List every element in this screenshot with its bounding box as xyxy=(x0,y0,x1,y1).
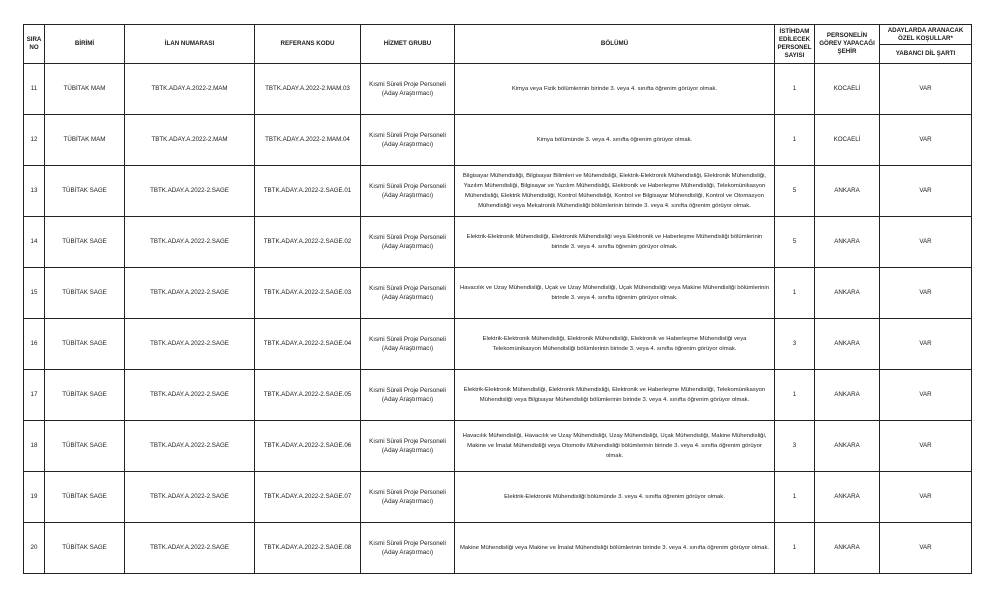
row-number: 12 xyxy=(24,115,45,166)
reference-code-cell: TBTK.ADAY.A.2022-2.SAGE.06 xyxy=(255,421,361,472)
service-group-cell: Kısmi Süreli Proje Personeli (Aday Araştırmacı) xyxy=(361,217,455,268)
service-group-cell: Kısmi Süreli Proje Personeli (Aday Araştırmacı) xyxy=(361,523,455,574)
header-sehir: PERSONELİN GÖREV YAPACAĞI ŞEHİR xyxy=(815,25,880,64)
unit-cell: TÜBİTAK SAGE xyxy=(45,370,125,421)
department-cell: Kimya bölümünde 3. veya 4. sınıfta öğrenim görüyor olmak. xyxy=(455,115,775,166)
reference-code-cell: TBTK.ADAY.A.2022-2.SAGE.03 xyxy=(255,268,361,319)
table-row xyxy=(24,217,972,268)
table-row xyxy=(24,421,972,472)
header-birimi: BİRİMİ xyxy=(45,25,125,64)
language-requirement-cell: VAR xyxy=(880,166,972,217)
language-requirement-cell: VAR xyxy=(880,217,972,268)
announcement-number-cell: TBTK.ADAY.A.2022-2.SAGE xyxy=(125,370,255,421)
announcement-number-cell: TBTK.ADAY.A.2022-2.SAGE xyxy=(125,268,255,319)
service-group-cell: Kısmi Süreli Proje Personeli (Aday Araştırmacı) xyxy=(361,421,455,472)
table-row xyxy=(24,268,972,319)
personnel-count-cell: 1 xyxy=(775,64,815,115)
personnel-count-cell: 5 xyxy=(775,166,815,217)
announcement-number-cell: TBTK.ADAY.A.2022-2.SAGE xyxy=(125,166,255,217)
reference-code-cell: TBTK.ADAY.A.2022-2.SAGE.01 xyxy=(255,166,361,217)
department-cell: Havacılık Mühendisliği, Havacılık ve Uzay Mühendisliği, Uzay Mühendisliği, Uçak Mühendisliği, Makine Mühendisliği, Makine ve İmalat Mühendisliği veya Otomotiv Mühendisliği bölümlerinin birinde 3. veya 4. sınıfta öğrenim görüyor olmak. xyxy=(455,421,775,472)
table-row xyxy=(24,370,972,421)
unit-cell: TÜBİTAK SAGE xyxy=(45,421,125,472)
personnel-count-cell: 3 xyxy=(775,421,815,472)
unit-cell: TÜBİTAK SAGE xyxy=(45,166,125,217)
announcement-number-cell: TBTK.ADAY.A.2022-2.SAGE xyxy=(125,319,255,370)
table-row xyxy=(24,472,972,523)
department-cell: Elektrik-Elektronik Mühendisliği bölümünde 3. veya 4. sınıfta öğrenim görüyor olmak. xyxy=(455,472,775,523)
language-requirement-cell: VAR xyxy=(880,472,972,523)
reference-code-cell: TBTK.ADAY.A.2022-2.SAGE.04 xyxy=(255,319,361,370)
unit-cell: TÜBİTAK SAGE xyxy=(45,523,125,574)
unit-cell: TÜBİTAK MAM xyxy=(45,115,125,166)
announcement-number-cell: TBTK.ADAY.A.2022-2.SAGE xyxy=(125,472,255,523)
department-cell: Kimya veya Fizik bölümlerinin birinde 3. veya 4. sınıfta öğrenim görüyor olmak. xyxy=(455,64,775,115)
city-cell: ANKARA xyxy=(815,268,880,319)
department-cell: Makine Mühendisliği veya Makine ve İmalat Mühendisliği bölümlerinin birinde 3. veya 4. sınıfta öğrenim görüyor olmak. xyxy=(455,523,775,574)
language-requirement-cell: VAR xyxy=(880,319,972,370)
table-row xyxy=(24,166,972,217)
header-hizmet-grubu: HİZMET GRUBU xyxy=(361,25,455,64)
reference-code-cell: TBTK.ADAY.A.2022-2.SAGE.07 xyxy=(255,472,361,523)
department-cell: Elektrik-Elektronik Mühendisliği, Elektronik Mühendisliği veya Elektronik ve Haberleşme Mühendisliği bölümlerinin birinde 3. veya 4. sınıfta öğrenim görüyor olmak. xyxy=(455,217,775,268)
personnel-count-cell: 1 xyxy=(775,472,815,523)
reference-code-cell: TBTK.ADAY.A.2022-2.SAGE.05 xyxy=(255,370,361,421)
city-cell: ANKARA xyxy=(815,370,880,421)
unit-cell: TÜBİTAK SAGE xyxy=(45,472,125,523)
language-requirement-cell: VAR xyxy=(880,421,972,472)
row-number: 18 xyxy=(24,421,45,472)
city-cell: ANKARA xyxy=(815,523,880,574)
reference-code-cell: TBTK.ADAY.A.2022-2.SAGE.08 xyxy=(255,523,361,574)
department-cell: Elektrik-Elektronik Mühendisliği, Elektronik Mühendisliği, Elektronik ve Haberleşme Mühendisliği veya Telekomünikasyon Mühendisliği bölümlerinin birinde 3. veya 4. sınıfta öğrenim görüyor olmak. xyxy=(455,319,775,370)
service-group-cell: Kısmi Süreli Proje Personeli (Aday Araştırmacı) xyxy=(361,319,455,370)
row-number: 15 xyxy=(24,268,45,319)
language-requirement-cell: VAR xyxy=(880,64,972,115)
personnel-count-cell: 1 xyxy=(775,523,815,574)
department-cell: Havacılık ve Uzay Mühendisliği, Uçak ve Uzay Mühendisliği, Uçak Mühendisliği veya Makine Mühendisliği bölümlerinin birinde 3. veya 4. sınıfta öğrenim görüyor olmak. xyxy=(455,268,775,319)
unit-cell: TÜBİTAK SAGE xyxy=(45,268,125,319)
city-cell: ANKARA xyxy=(815,319,880,370)
announcement-number-cell: TBTK.ADAY.A.2022-2.MAM xyxy=(125,115,255,166)
announcement-number-cell: TBTK.ADAY.A.2022-2.SAGE xyxy=(125,523,255,574)
personnel-count-cell: 1 xyxy=(775,115,815,166)
table-row xyxy=(24,115,972,166)
row-number: 13 xyxy=(24,166,45,217)
header-yabanci-dil: YABANCI DİL ŞARTI xyxy=(880,45,972,64)
reference-code-cell: TBTK.ADAY.A.2022-2.MAM.04 xyxy=(255,115,361,166)
row-number: 19 xyxy=(24,472,45,523)
announcement-number-cell: TBTK.ADAY.A.2022-2.SAGE xyxy=(125,217,255,268)
language-requirement-cell: VAR xyxy=(880,370,972,421)
city-cell: ANKARA xyxy=(815,472,880,523)
table-row xyxy=(24,64,972,115)
unit-cell: TÜBİTAK SAGE xyxy=(45,319,125,370)
personnel-count-cell: 1 xyxy=(775,370,815,421)
service-group-cell: Kısmi Süreli Proje Personeli (Aday Araştırmacı) xyxy=(361,115,455,166)
city-cell: ANKARA xyxy=(815,421,880,472)
personnel-count-cell: 1 xyxy=(775,268,815,319)
row-number: 11 xyxy=(24,64,45,115)
service-group-cell: Kısmi Süreli Proje Personeli (Aday Araştırmacı) xyxy=(361,166,455,217)
personnel-count-cell: 5 xyxy=(775,217,815,268)
row-number: 16 xyxy=(24,319,45,370)
table-row xyxy=(24,319,972,370)
department-cell: Elektrik-Elektronik Mühendisliği, Elektronik Mühendisliği, Elektronik ve Haberleşme Mühendisliği, Telekomünikasyon Mühendisliği veya Bilgisayar Mühendisliği bölümlerinin birinde 3. veya 4. sınıfta öğrenim görüyor olmak. xyxy=(455,370,775,421)
city-cell: KOCAELİ xyxy=(815,64,880,115)
service-group-cell: Kısmi Süreli Proje Personeli (Aday Araştırmacı) xyxy=(361,268,455,319)
table-row xyxy=(24,523,972,574)
header-sira-no: SIRA NO xyxy=(24,25,45,64)
header-ozel-kosullar: ADAYLARDA ARANACAK ÖZEL KOŞULLAR* xyxy=(880,25,972,45)
service-group-cell: Kısmi Süreli Proje Personeli (Aday Araştırmacı) xyxy=(361,370,455,421)
reference-code-cell: TBTK.ADAY.A.2022-2.SAGE.02 xyxy=(255,217,361,268)
personnel-count-cell: 3 xyxy=(775,319,815,370)
row-number: 14 xyxy=(24,217,45,268)
job-listing-table xyxy=(23,24,972,574)
unit-cell: TÜBİTAK MAM xyxy=(45,64,125,115)
service-group-cell: Kısmi Süreli Proje Personeli (Aday Araştırmacı) xyxy=(361,472,455,523)
header-istihdam: İSTİHDAM EDİLECEK PERSONEL SAYISI xyxy=(775,25,815,64)
language-requirement-cell: VAR xyxy=(880,268,972,319)
header-referans-kodu: REFERANS KODU xyxy=(255,25,361,64)
language-requirement-cell: VAR xyxy=(880,115,972,166)
announcement-number-cell: TBTK.ADAY.A.2022-2.MAM xyxy=(125,64,255,115)
announcement-number-cell: TBTK.ADAY.A.2022-2.SAGE xyxy=(125,421,255,472)
row-number: 20 xyxy=(24,523,45,574)
city-cell: KOCAELİ xyxy=(815,115,880,166)
city-cell: ANKARA xyxy=(815,166,880,217)
header-bolumu: BÖLÜMÜ xyxy=(455,25,775,64)
language-requirement-cell: VAR xyxy=(880,523,972,574)
reference-code-cell: TBTK.ADAY.A.2022-2.MAM.03 xyxy=(255,64,361,115)
city-cell: ANKARA xyxy=(815,217,880,268)
service-group-cell: Kısmi Süreli Proje Personeli (Aday Araştırmacı) xyxy=(361,64,455,115)
header-ilan-numarasi: İLAN NUMARASI xyxy=(125,25,255,64)
row-number: 17 xyxy=(24,370,45,421)
unit-cell: TÜBİTAK SAGE xyxy=(45,217,125,268)
department-cell: Bilgisayar Mühendisliği, Bilgisayar Bilimleri ve Mühendisliği, Elektrik-Elektronik Mühendisliği, Elektronik Mühendisliği, Yazılım Mühendisliği, Bilgisayar ve Yazılım Mühendisliği, Elektronik ve Haberleşme Mühendisliği, Telekomünikasyon Mühendisliği, Elektrik Mühendisliği, Kontrol Mühendisliği, Kontrol ve Bilgisayar Mühendisliği, Kontrol ve Otomasyon Mühendisliği veya Mekatronik Mühendisliği bölümlerinin birinde 3. veya 4. sınıfta öğrenim görüyor olmak. xyxy=(455,166,775,217)
